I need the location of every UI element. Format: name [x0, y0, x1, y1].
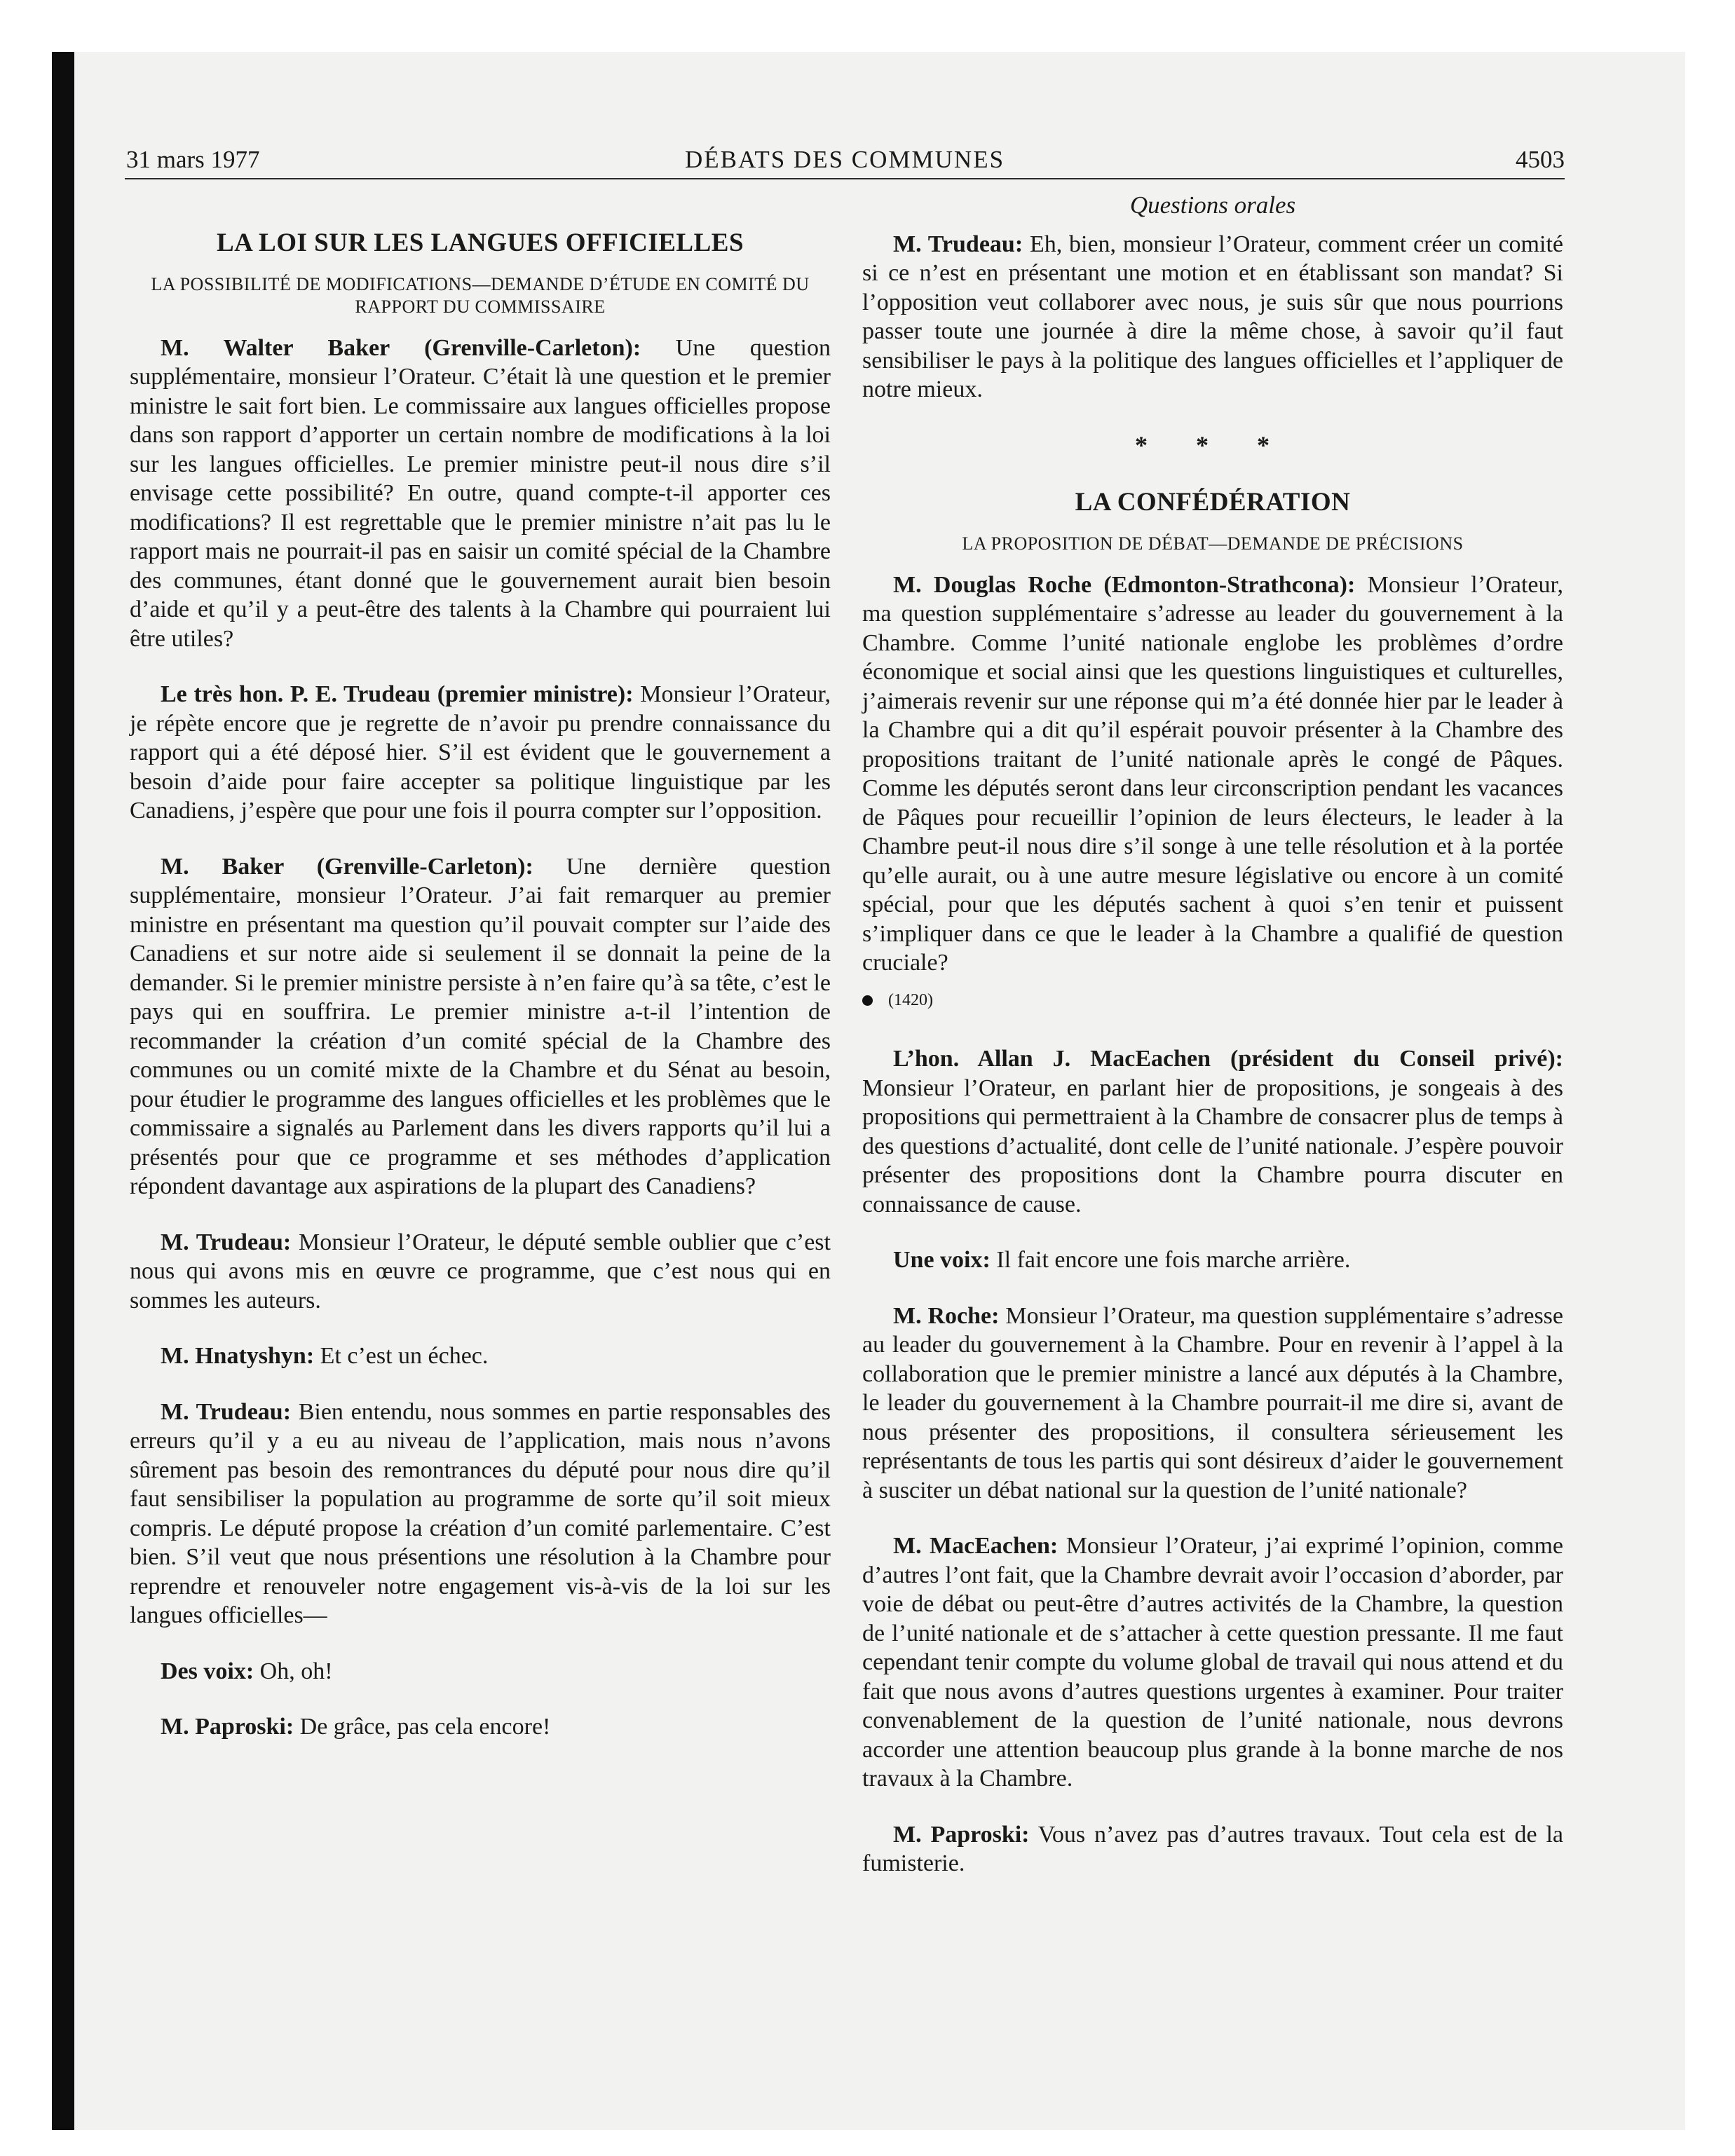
speech-paragraph	[130, 1398, 831, 1630]
speaker-name: Une voix:	[893, 1247, 991, 1273]
bullet-icon	[862, 995, 873, 1006]
page-header	[125, 137, 1565, 179]
section-heading: LA LOI SUR LES LANGUES OFFICIELLES	[216, 228, 744, 257]
speaker-name: M. Trudeau:	[161, 1398, 292, 1425]
time-marker-label: (1420)	[888, 990, 933, 1009]
time-marker	[862, 986, 1563, 1016]
speech-paragraph	[130, 1342, 831, 1371]
section-heading: LA CONFÉDÉRATION	[1075, 488, 1351, 517]
speech-paragraph	[862, 230, 1563, 404]
speaker-name: M. Douglas Roche (Edmonton-Strathcona):	[893, 571, 1356, 598]
speech-text: De grâce, pas cela encore!	[294, 1714, 551, 1740]
speech-text: Monsieur l’Orateur, je répète encore que je regrette de n’avoir pu prendre connaissance du rapport qui a été déposé hier. S’il est évident que le gouvernement a besoin d’aide pour faire accepter sa politique linguistique par les Canadiens, j’espère que pour une fois il pourra compter sur l’opposition.	[130, 681, 831, 824]
speech-paragraph	[862, 1531, 1563, 1794]
speaker-name: M. Hnatyshyn:	[161, 1343, 315, 1369]
speech-paragraph	[862, 1302, 1563, 1506]
speaker-name: L’hon. Allan J. MacEachen (président du Conseil privé):	[893, 1046, 1563, 1072]
speech-paragraph	[862, 571, 1563, 978]
speech-text: Et c’est un échec.	[314, 1343, 489, 1369]
speech-text: Monsieur l’Orateur, en parlant hier de propositions, je songeais à des propositions qui permettraient à la Chambre de consacrer plus de temps à des questions d’actualité, dont celle de l’unité nationale. J’espère pouvoir présenter des propositions dont la Chambre pourra discuter en connaissance de cause.	[862, 1074, 1563, 1217]
section-separator: * * *	[1135, 430, 1291, 459]
speech-paragraph	[862, 1044, 1563, 1219]
speaker-name: Le très hon. P. E. Trudeau (premier ministre):	[161, 681, 634, 707]
speaker-name: M. Walter Baker (Grenville-Carleton):	[161, 334, 641, 361]
speech-paragraph	[130, 680, 831, 826]
speech-text: Vous n’avez pas d’autres travaux. Tout cela est de la fumisterie.	[862, 1821, 1563, 1876]
page-number: 4503	[1516, 146, 1565, 173]
speech-paragraph	[862, 1246, 1563, 1275]
speech-paragraph	[862, 1820, 1563, 1878]
running-head: Questions orales	[1129, 191, 1296, 219]
speech-paragraph	[130, 1657, 831, 1686]
speech-paragraph	[130, 1712, 831, 1742]
speaker-name: M. Baker (Grenville-Carleton):	[161, 853, 533, 880]
speech-paragraph	[130, 1228, 831, 1316]
speaker-name: M. Paproski:	[893, 1821, 1030, 1848]
speaker-name: Des voix:	[161, 1658, 254, 1684]
speech-text: Monsieur l’Orateur, le député semble oublier que c’est nous qui avons mis en œuvre ce programme, que c’est nous qui en sommes les auteurs.	[130, 1229, 831, 1314]
section-subheading: LA PROPOSITION DE DÉBAT—DEMANDE DE PRÉCISIONS	[962, 533, 1464, 554]
speech-text: Il fait encore une fois marche arrière.	[990, 1247, 1351, 1273]
speaker-name: M. MacEachen:	[893, 1533, 1059, 1559]
speaker-name: M. Roche:	[893, 1302, 1000, 1329]
section-subheading: LA POSSIBILITÉ DE MODIFICATIONS—DEMANDE D’ÉTUDE EN COMITÉ DU RAPPORT DU COMMISSAIRE	[151, 273, 810, 317]
speech-text: Eh, bien, monsieur l’Orateur, comment créer un comité si ce n’est en présentant une motion et en établissant son mandat? Si l’opposition veut collaborer avec nous, je suis sûr que nous pourrions passer toute une journée à dire la même chose, à savoir qu’il faut sensibiliser le pays à la politique des langues officielles et l’appliquer de notre mieux.	[862, 231, 1563, 402]
speech-text: Une dernière question supplémentaire, monsieur l’Orateur. J’ai fait remarquer au premier ministre en présentant ma question qu’il pouvait compter sur l’aide des Canadiens et sur notre aide si seulement il se donnait la peine de la demander. Si le premier ministre persiste à n’en faire qu’à sa tête, c’est le pays qui en souffrira. Le premier ministre a-t-il l’intention de recommander la création d’un comité spécial de la Chambre des communes ou un comité mixte de la Chambre et du Sénat au besoin, pour étudier le programme des langues officielles et les problèmes que le commissaire a signalés au Parlement dans les divers rapports qu’il lui a présentés pour que ce programme et ses méthodes d’application répondent davantage aux aspirations de la plupart des Canadiens?	[130, 853, 831, 1199]
header-date: 31 mars 1977	[126, 146, 260, 173]
left-column	[130, 182, 831, 1750]
speaker-name: M. Paproski:	[161, 1714, 294, 1740]
speaker-name: M. Trudeau:	[893, 231, 1023, 257]
speech-text: Oh, oh!	[254, 1658, 333, 1684]
speech-paragraph	[130, 852, 831, 1201]
speech-text: Bien entendu, nous sommes en partie responsables des erreurs qu’il y a eu au niveau de l’application, mais nous n’avons sûrement pas besoin des remontrances du député pour nous dire qu’il faut sensibiliser la population au programme de sorte qu’il soit mieux compris. Le député propose la création d’un comité parlementaire. C’est bien. S’il veut que nous présentions une résolution à la Chambre pour reprendre et renouveler notre engagement vis-à-vis de la loi sur les langues officielles—	[130, 1398, 831, 1628]
speech-text: Monsieur l’Orateur, j’ai exprimé l’opinion, comme d’autres l’ont fait, que la Chambre devrait avoir l’occasion d’aborder, par voie de débat ou peut-être d’autres activités de la Chambre, la question de l’unité nationale et de s’attacher à cette question pressante. Il me faut cependant tenir compte du volume global de travail qui nous attend et du fait que nous avons d’autres questions urgentes à examiner. Pour traiter convenablement de la question de l’unité nationale, nous devrons accorder une attention beaucoup plus grande à la bonne marche de nos travaux à la Chambre.	[862, 1533, 1563, 1792]
speech-paragraph	[130, 334, 831, 654]
speech-text: Une question supplémentaire, monsieur l’Orateur. C’était là une question et le premier ministre le sait fort bien. Le commissaire aux langues officielles propose dans son rapport d’apporter un certain nombre de modifications à la loi sur les langues officielles. Le premier ministre peut-il nous dire s’il envisage cette possibilité? En outre, quand compte-t-il apporter ces modifications? Il est regrettable que le premier ministre n’ait pas lu le rapport mais ne pourrait-il pas en saisir un comité spécial de la Chambre des communes, étant donné que le gouvernement aurait bien besoin d’aide et qu’il y a peut-être des talents à la Chambre qui pourraient lui être utiles?	[130, 334, 831, 652]
header-title: DÉBATS DES COMMUNES	[684, 146, 1005, 173]
speech-text: Monsieur l’Orateur, ma question supplémentaire s’adresse au leader du gouvernement à la Chambre. Pour en revenir à l’appel à la collaboration que le premier ministre a lancé aux députés à la Chambre, le leader du gouvernement à la Chambre pourrait-il me dire si, avant de nous présenter des propositions, il consultera sérieusement les représentants de tous les partis qui sont désireux d’aider le gouvernement à susciter un débat national sur la question de l’unité nationale?	[862, 1302, 1564, 1503]
binding-edge	[52, 52, 74, 2130]
speaker-name: M. Trudeau:	[161, 1229, 292, 1255]
right-column	[862, 182, 1563, 1887]
speech-text: Monsieur l’Orateur, ma question supplémentaire s’adresse au leader du gouvernement à la Chambre. Comme l’unité nationale englobe les problèmes d’ordre économique et social ainsi que les questions linguistiques et culturelles, j’aimerais revenir sur une réponse qui m’a été donnée hier par le leader à la Chambre qui a dit qu’il espérait pouvoir présenter à la Chambre des propositions traitant de l’unité nationale après le congé de Pâques. Comme les députés seront dans leur circonscription pendant les vacances de Pâques pour recueillir l’opinion de leurs électeurs, le leader à la Chambre peut-il nous dire s’il songe à une telle résolution et à la portée qu’elle aurait, ou à une autre mesure législative ou encore à un comité spécial, pour que les députés sachent à quoi s’en tenir et puissent s’impliquer dans ce que le leader à la Chambre a qualifié de question cruciale?	[862, 571, 1563, 976]
